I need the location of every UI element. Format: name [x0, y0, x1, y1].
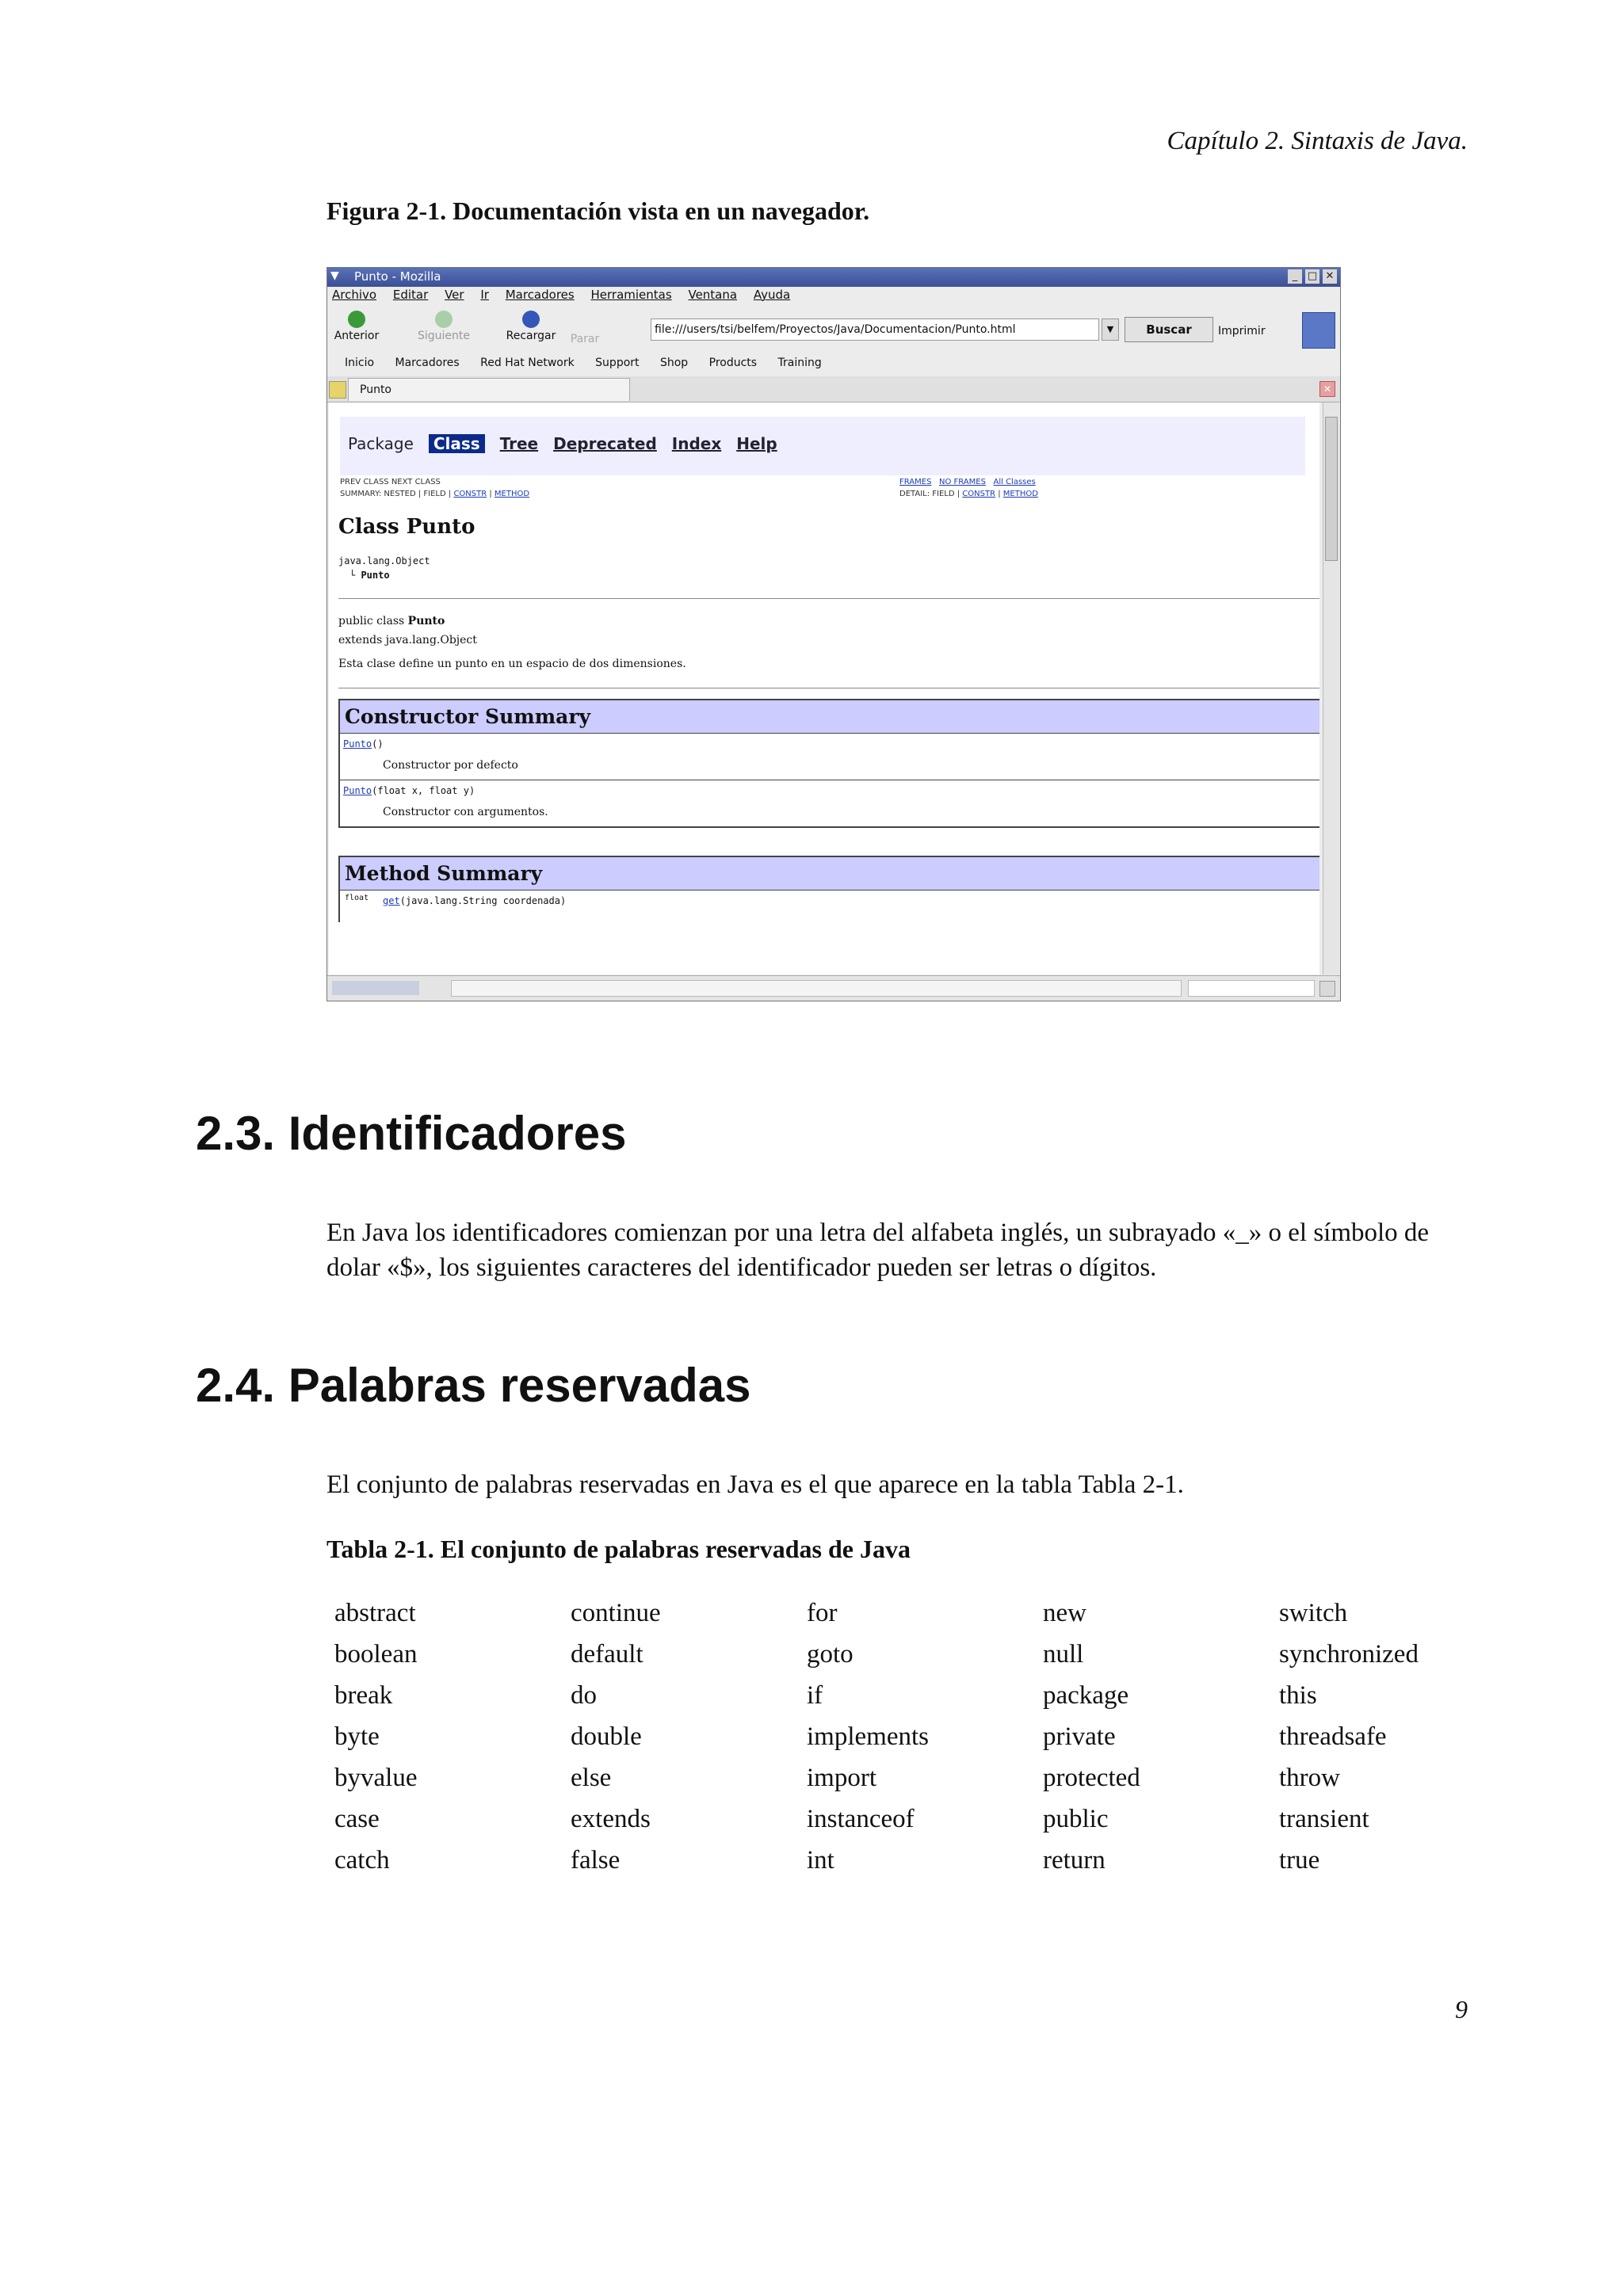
no-frames-link[interactable]: NO FRAMES	[938, 478, 986, 486]
method-summary	[338, 856, 1319, 922]
paragraph-identificadores: En Java los identificadores comienzan por una letra del alfabeta inglés, un subrayado «_» o el símbolo de dolar «$», los siguientes caracteres del identificador pueden ser letras o dígitos.	[327, 1219, 1430, 1282]
nav-index[interactable]: Index	[671, 434, 722, 453]
table-row	[327, 1599, 1507, 1640]
keyword-cell: implements	[807, 1722, 929, 1751]
keyword-cell: continue	[571, 1599, 661, 1627]
nav-class: Class	[429, 434, 485, 453]
stop-button[interactable]	[557, 333, 613, 345]
keyword-cell: null	[1043, 1640, 1084, 1669]
nav-deprecated[interactable]: Deprecated	[553, 434, 657, 453]
keyword-cell: byvalue	[334, 1764, 418, 1792]
table-row	[327, 1846, 1507, 1887]
scrollbar-thumb[interactable]	[1325, 417, 1338, 561]
bookmark-item[interactable]: Training	[777, 357, 822, 369]
keyword-cell: import	[807, 1764, 876, 1792]
bookmark-item[interactable]: Marcadores	[395, 357, 460, 369]
menu-item[interactable]: Ayuda	[753, 288, 791, 302]
search-button[interactable]: Buscar	[1125, 317, 1213, 342]
keyword-cell: double	[571, 1722, 642, 1751]
window-title: Punto - Mozilla	[354, 269, 441, 284]
menu-item[interactable]: Herramientas	[590, 288, 672, 302]
keyword-cell: do	[571, 1681, 597, 1710]
keyword-cell: default	[571, 1640, 643, 1669]
tab-punto[interactable]: Punto	[348, 378, 630, 401]
keyword-cell: private	[1043, 1722, 1116, 1751]
status-icons	[332, 981, 419, 995]
menu-item[interactable]: Ir	[480, 288, 489, 302]
menu-item[interactable]: Marcadores	[505, 288, 575, 302]
table-row	[327, 1764, 1507, 1805]
summary-constr-link[interactable]: CONSTR	[453, 490, 487, 498]
constructor-summary	[338, 699, 1319, 828]
back-arrow-icon	[348, 311, 365, 328]
browser-screenshot	[327, 267, 1341, 1001]
javadoc-navbar	[340, 417, 1305, 475]
decl-name: Punto	[407, 615, 445, 627]
inheritance-child: └ Punto	[349, 570, 390, 581]
keyword-cell: int	[807, 1846, 834, 1875]
detail-method-link[interactable]: METHOD	[1002, 490, 1038, 498]
summary-links: SUMMARY: NESTED | FIELD | CONSTR | METHOD	[340, 490, 530, 498]
method-type: float	[345, 894, 369, 902]
detail-links: DETAIL: FIELD | CONSTR | METHOD	[899, 490, 1038, 498]
decl-prefix: public class	[338, 615, 408, 627]
bookmark-item[interactable]: Support	[595, 357, 640, 369]
sidebar-toggle-icon[interactable]	[329, 381, 346, 399]
running-head: Capítulo 2. Sintaxis de Java.	[1167, 127, 1468, 155]
forward-label: Siguiente	[417, 330, 470, 342]
status-text-area	[451, 980, 1182, 997]
nav-package[interactable]: Package	[348, 434, 414, 453]
frames-links	[899, 478, 1036, 486]
print-button[interactable]: Imprimir	[1218, 325, 1266, 338]
close-icon[interactable]: ✕	[1323, 269, 1337, 284]
method-summary-title: Method Summary	[340, 857, 1319, 891]
table-row	[340, 734, 1319, 780]
method-params: (java.lang.String coordenada)	[399, 895, 567, 906]
constructor-params: (float x, float y)	[372, 785, 475, 796]
forward-arrow-icon	[435, 311, 453, 328]
constructor-link[interactable]: Punto	[343, 785, 372, 796]
navigation-toolbar	[327, 307, 1340, 357]
keyword-cell: for	[807, 1599, 838, 1627]
menu-bar	[327, 288, 1340, 307]
detail-constr-link[interactable]: CONSTR	[962, 490, 996, 498]
menu-item[interactable]: Ver	[445, 288, 464, 302]
back-label: Anterior	[334, 330, 380, 342]
url-input[interactable]: file:///users/tsi/belfem/Proyectos/Java/Documentacion/Punto.html	[651, 318, 1099, 341]
keyword-cell: threadsafe	[1279, 1722, 1387, 1751]
vertical-scrollbar[interactable]	[1323, 402, 1339, 974]
page-number: 9	[1455, 1995, 1468, 2023]
mozilla-throbber-icon	[1302, 312, 1335, 349]
keywords-table	[327, 1599, 1507, 1887]
keyword-cell: new	[1043, 1599, 1086, 1627]
keyword-cell: boolean	[334, 1640, 418, 1669]
keyword-cell: switch	[1279, 1599, 1348, 1627]
table-row	[327, 1640, 1507, 1681]
table-row	[327, 1681, 1507, 1722]
table-caption: Tabla 2-1. El conjunto de palabras reservadas de Java	[327, 1535, 911, 1563]
summary-prefix: SUMMARY: NESTED | FIELD |	[340, 490, 452, 498]
close-tab-icon[interactable]: ✕	[1319, 381, 1335, 397]
keyword-cell: goto	[807, 1640, 854, 1669]
table-row	[340, 780, 1319, 826]
url-dropdown-icon[interactable]: ▼	[1102, 318, 1119, 341]
menu-item[interactable]: Editar	[392, 288, 429, 302]
progress-area	[1188, 980, 1315, 997]
bookmark-item[interactable]: Red Hat Network	[480, 357, 575, 369]
summary-method-link[interactable]: METHOD	[494, 490, 530, 498]
class-declaration	[338, 615, 445, 627]
security-lock-icon	[1319, 981, 1335, 997]
keyword-cell: catch	[334, 1846, 390, 1875]
keyword-cell: throw	[1279, 1764, 1340, 1792]
minimize-icon[interactable]: _	[1288, 269, 1302, 284]
bookmarks-toolbar	[327, 357, 1340, 376]
maximize-icon[interactable]: □	[1305, 269, 1319, 284]
section-heading-identificadores: 2.3. Identificadores	[196, 1107, 627, 1160]
back-button[interactable]	[329, 311, 384, 342]
bookmark-item[interactable]: Inicio	[345, 357, 375, 369]
table-row	[340, 891, 1319, 922]
keyword-cell: package	[1043, 1681, 1129, 1710]
table-row	[327, 1805, 1507, 1846]
menu-item[interactable]: Ventana	[688, 288, 738, 302]
bookmark-item[interactable]: Products	[708, 357, 758, 369]
class-extends: extends java.lang.Object	[338, 634, 477, 646]
keyword-cell: else	[571, 1764, 612, 1792]
frames-link[interactable]: FRAMES	[899, 478, 932, 486]
keyword-cell: return	[1043, 1846, 1106, 1875]
constructor-params: ()	[372, 738, 384, 749]
prev-next-class[interactable]: PREV CLASS NEXT CLASS	[340, 478, 441, 486]
constructor-summary-title: Constructor Summary	[340, 700, 1319, 734]
keyword-cell: if	[807, 1681, 823, 1710]
reload-icon	[522, 311, 540, 328]
window-menu-icon[interactable]: ▼	[330, 269, 339, 282]
figure-caption: Figura 2-1. Documentación vista en un navegador.	[327, 196, 870, 225]
inheritance-parent: java.lang.Object	[338, 555, 430, 566]
window-titlebar	[327, 268, 1340, 287]
table-row	[327, 1722, 1507, 1764]
menu-item[interactable]: Archivo	[332, 288, 377, 302]
method-link[interactable]: get	[383, 895, 400, 906]
section-heading-palabras-reservadas: 2.4. Palabras reservadas	[196, 1359, 751, 1412]
nav-help[interactable]: Help	[736, 434, 777, 453]
keyword-cell: abstract	[334, 1599, 416, 1627]
page-content	[329, 402, 1319, 974]
keyword-cell: extends	[571, 1805, 651, 1833]
constructor-link[interactable]: Punto	[343, 738, 372, 749]
keyword-cell: public	[1043, 1805, 1109, 1833]
constructor-desc: Constructor con argumentos.	[383, 806, 548, 818]
class-description: Esta clase define un punto en un espacio de dos dimensiones.	[338, 658, 686, 670]
divider	[338, 598, 1319, 599]
keyword-cell: protected	[1043, 1764, 1140, 1792]
forward-button[interactable]	[416, 311, 472, 342]
stop-label: Parar	[570, 333, 600, 345]
class-heading: Class Punto	[338, 515, 475, 539]
keyword-cell: transient	[1279, 1805, 1369, 1833]
keyword-cell: this	[1279, 1681, 1317, 1710]
keyword-cell: break	[334, 1681, 393, 1710]
keyword-cell: instanceof	[807, 1805, 915, 1833]
keyword-cell: true	[1279, 1846, 1320, 1875]
nav-tree[interactable]: Tree	[499, 434, 539, 453]
keyword-cell: case	[334, 1805, 380, 1833]
constructor-desc: Constructor por defecto	[383, 759, 518, 772]
paragraph-palabras-reservadas: El conjunto de palabras reservadas en Java es el que aparece en la tabla Tabla 2-1.	[327, 1470, 1184, 1499]
keyword-cell: synchronized	[1279, 1640, 1419, 1669]
tab-bar	[327, 376, 1340, 402]
reload-button[interactable]	[503, 311, 559, 342]
status-bar	[327, 975, 1340, 1001]
reload-label: Recargar	[506, 330, 556, 342]
bookmark-item[interactable]: Shop	[659, 357, 689, 369]
all-classes-link[interactable]: All Classes	[993, 478, 1036, 486]
keyword-cell: byte	[334, 1722, 380, 1751]
keyword-cell: false	[571, 1846, 621, 1875]
detail-prefix: DETAIL: FIELD |	[899, 490, 960, 498]
